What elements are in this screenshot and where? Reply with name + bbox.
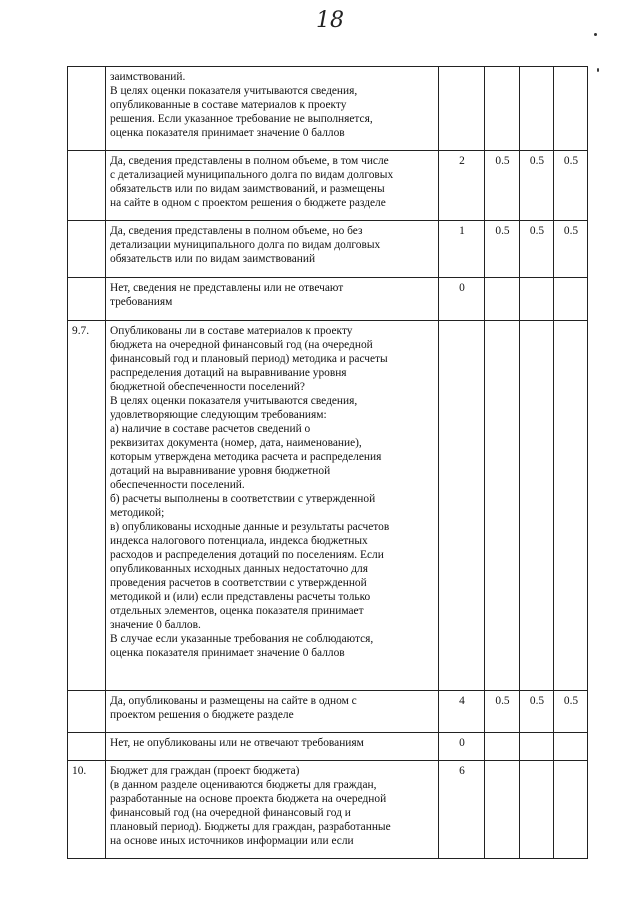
criterion-text: заимствований. В целях оценки показателя учитываются сведения, опубликованные в составе материалов к проекту решения. Если указанное требование не выполняется, оценка показателя принимает значение 0 баллов (106, 67, 439, 151)
coefficient-1 (485, 67, 520, 151)
criterion-text: Опубликованы ли в составе материалов к проекту бюджета на очередной финансовый год (на очередной финансовый год и плановый период) методика и расчеты распределения дотаций на выравнивание уровня бюджетной обеспеченности поселений? В целях оценки показателя учитываются сведения, удовлетворяющие следующим требованиям: а) наличие в составе расчетов сведений о реквизитах документа (номер, дата, наименование), которым утверждена методика расчета и распределения дотаций на выравнивание уровня бюджетной обеспеченности поселений. б) расчеты выполнены в соответствии с утвержденной методикой; в) опубликованы исходные данные и результаты расчетов индекса налогового потенциала, индекса бюджетных расходов и распределения дотаций по поселениям. Если опубликованных исходных данных недостаточно для проведения расчетов в соответствии с утвержденной методикой и (или) если представлены расчеты только отдельных элементов, оценка показателя принимает значение 0 баллов. В случае если указанные требования не соблюдаются, оценка показателя принимает значение 0 баллов (106, 321, 439, 691)
criterion-text: Нет, сведения не представлены или не отвечают требованиям (106, 278, 439, 321)
coefficient-2 (520, 761, 554, 859)
coefficient-1 (485, 321, 520, 691)
evaluation-table (67, 66, 588, 859)
max-score (439, 321, 485, 691)
criterion-text: Да, опубликованы и размещены на сайте в одном с проектом решения о бюджете разделе (106, 691, 439, 733)
row-number (68, 221, 106, 278)
table-row (68, 733, 588, 761)
max-score (439, 67, 485, 151)
table-row (68, 761, 588, 859)
coefficient-2: 0.5 (520, 691, 554, 733)
coefficient-1 (485, 761, 520, 859)
coefficient-2 (520, 278, 554, 321)
max-score: 0 (439, 733, 485, 761)
coefficient-1: 0.5 (485, 691, 520, 733)
coefficient-2: 0.5 (520, 221, 554, 278)
page-number: 18 (316, 8, 344, 33)
coefficient-3 (554, 67, 588, 151)
coefficient-3 (554, 321, 588, 691)
table-row (68, 151, 588, 221)
max-score: 4 (439, 691, 485, 733)
coefficient-3: 0.5 (554, 691, 588, 733)
coefficient-3: 0.5 (554, 221, 588, 278)
scan-speck (594, 33, 597, 36)
row-number: 10. (68, 761, 106, 859)
table-row (68, 691, 588, 733)
coefficient-3 (554, 733, 588, 761)
criterion-text: Нет, не опубликованы или не отвечают требованиям (106, 733, 439, 761)
table-row (68, 221, 588, 278)
coefficient-2 (520, 321, 554, 691)
row-number (68, 733, 106, 761)
row-number (68, 278, 106, 321)
criterion-text: Бюджет для граждан (проект бюджета) (в данном разделе оцениваются бюджеты для граждан, разработанные на основе проекта бюджета на очередной финансовый год (на очередной финансовый год и плановый период). Бюджеты для граждан, разработанные на основе иных источников информации или если (106, 761, 439, 859)
coefficient-2 (520, 733, 554, 761)
max-score: 0 (439, 278, 485, 321)
max-score: 1 (439, 221, 485, 278)
row-number: 9.7. (68, 321, 106, 691)
coefficient-1 (485, 733, 520, 761)
coefficient-1: 0.5 (485, 151, 520, 221)
table-row (68, 321, 588, 691)
coefficient-1: 0.5 (485, 221, 520, 278)
criterion-text: Да, сведения представлены в полном объеме, в том числе с детализацией муниципального долга по видам долговых обязательств или по видам заимствований, и размещены на сайте в одном с проектом решения о бюджете разделе (106, 151, 439, 221)
table-row (68, 67, 588, 151)
row-number (68, 691, 106, 733)
max-score: 6 (439, 761, 485, 859)
coefficient-3 (554, 761, 588, 859)
scan-speck (597, 68, 599, 72)
row-number (68, 151, 106, 221)
max-score: 2 (439, 151, 485, 221)
criterion-text: Да, сведения представлены в полном объеме, но без детализации муниципального долга по видам долговых обязательств или по видам заимствований (106, 221, 439, 278)
coefficient-2: 0.5 (520, 151, 554, 221)
coefficient-1 (485, 278, 520, 321)
coefficient-2 (520, 67, 554, 151)
row-number (68, 67, 106, 151)
coefficient-3: 0.5 (554, 151, 588, 221)
coefficient-3 (554, 278, 588, 321)
table-row (68, 278, 588, 321)
